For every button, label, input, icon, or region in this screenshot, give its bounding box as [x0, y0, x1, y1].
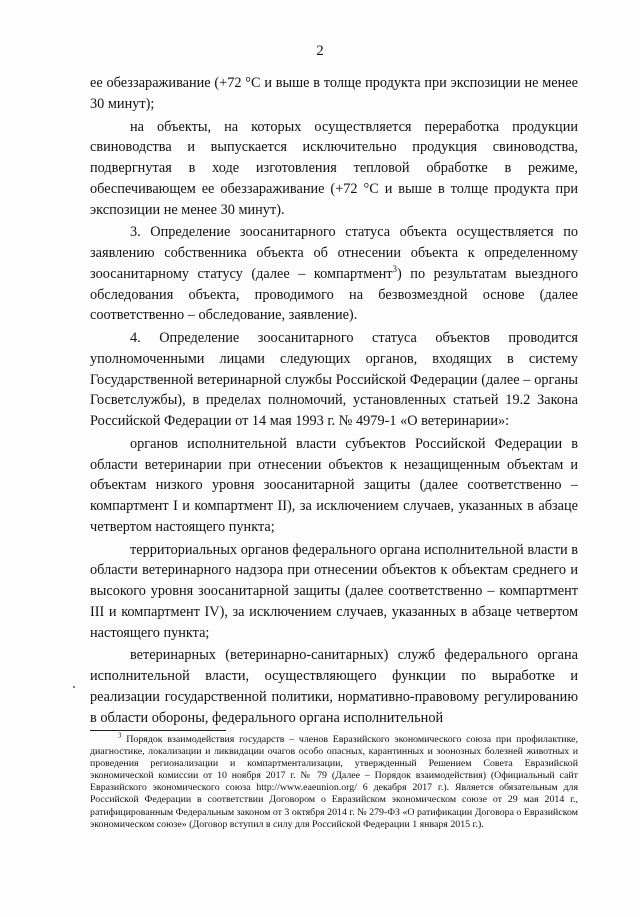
paragraph-regional-authorities: органов исполнительной власти субъектов Российской Федерации в области ветеринарии при отнесении объектов к незащищенным объектам и объектам низкого уровня зоосанитарной защиты (далее соответственно – компартмент I и компартмент II), за исключением случаев, указанных в абзаце четвертом настоящего пункта;	[90, 435, 578, 535]
item-3-text-start: 3. Определение зоосанитарного статуса объекта осуществляется по заявлению собственника объекта об отнесении объекта к определенному зоосанитарному статусу (далее – компартмент	[90, 224, 578, 282]
paragraph-item-3	[90, 222, 578, 326]
document-body	[90, 73, 578, 728]
paragraph-veterinary-services: ветеринарных (ветеринарно-санитарных) служб федерального органа исполнительной власти, осуществляющего функции по выработке и реализации государственной политики, нормативно-правовому регулированию в области обороны, федерального органа исполнительной	[90, 647, 578, 726]
item-3-text-end: ) по результатам выездного обследования объекта, проводимого на безвозмездной основе (далее соответственно – обследование, заявление).	[90, 265, 579, 324]
footnote	[90, 731, 578, 831]
footnote-text: Порядок взаимодействия государств – членов Евразийского экономического союза при профилактике, диагностике, локализации и ликвидации очагов особо опасных, карантинных и зоонозных болезней животных и проведения регионализации и компартментализации, утвержденный Решением Совета Евразийской экономической комиссии от 10 ноября 2017 г. № 79 (Далее – Порядок взаимодействия) (Официальный сайт Евразийского экономического союза http://www.eaeunion.org/ 6 декабря 2017 г.). Является обязательным для Российской Федерации в соответствии Договором о Евразийском экономическом союзе от 29 мая 2014 г., ратифицированным Федеральным законом от 3 октября 2014 г. № 279-ФЗ «О ратификации Договора о Евразийском экономическом союзе» (Договор вступил в силу для Российской Федерации 1 января 2015 г.).	[90, 734, 578, 830]
paragraph-territorial-bodies: территориальных органов федерального органа исполнительной власти в области ветеринарного надзора при отнесении объектов к объектам среднего и высокого уровня зоосанитарной защиты (далее соответственно – компартмент III и компартмент IV), за исключением случаев, указанных в абзаце четвертом настоящего пункта;	[90, 541, 578, 641]
paragraph-processing-objects: на объекты, на которых осуществляется переработка продукции свиноводства и выпускается исключительно продукция свиноводства, подвергнутая в ходе изготовления тепловой обработке в режиме, обеспечивающем ее обеззараживание (+72 °С и выше в толще продукта при экспозиции не менее 30 минут).	[90, 118, 578, 218]
footnote-divider	[90, 730, 226, 731]
page-number: 2	[316, 43, 324, 59]
scan-artifact-dot	[73, 686, 75, 688]
footnote-marker: 3	[118, 731, 122, 740]
paragraph-continued: ее обеззараживание (+72 °С и выше в толще продукта при экспозиции не менее 30 минут);	[90, 75, 578, 112]
paragraph-item-4: 4. Определение зоосанитарного статуса объектов проводится уполномоченными лицами следующих органов, входящих в систему Государственной ветеринарной службы Российской Федерации (далее – органы Госветслужбы), в пределах полномочий, установленных статьей 19.2 Закона Российской Федерации от 14 мая 1993 г. № 4979-1 «О ветеринарии»:	[90, 330, 578, 429]
footnote-reference: 3	[392, 263, 398, 274]
